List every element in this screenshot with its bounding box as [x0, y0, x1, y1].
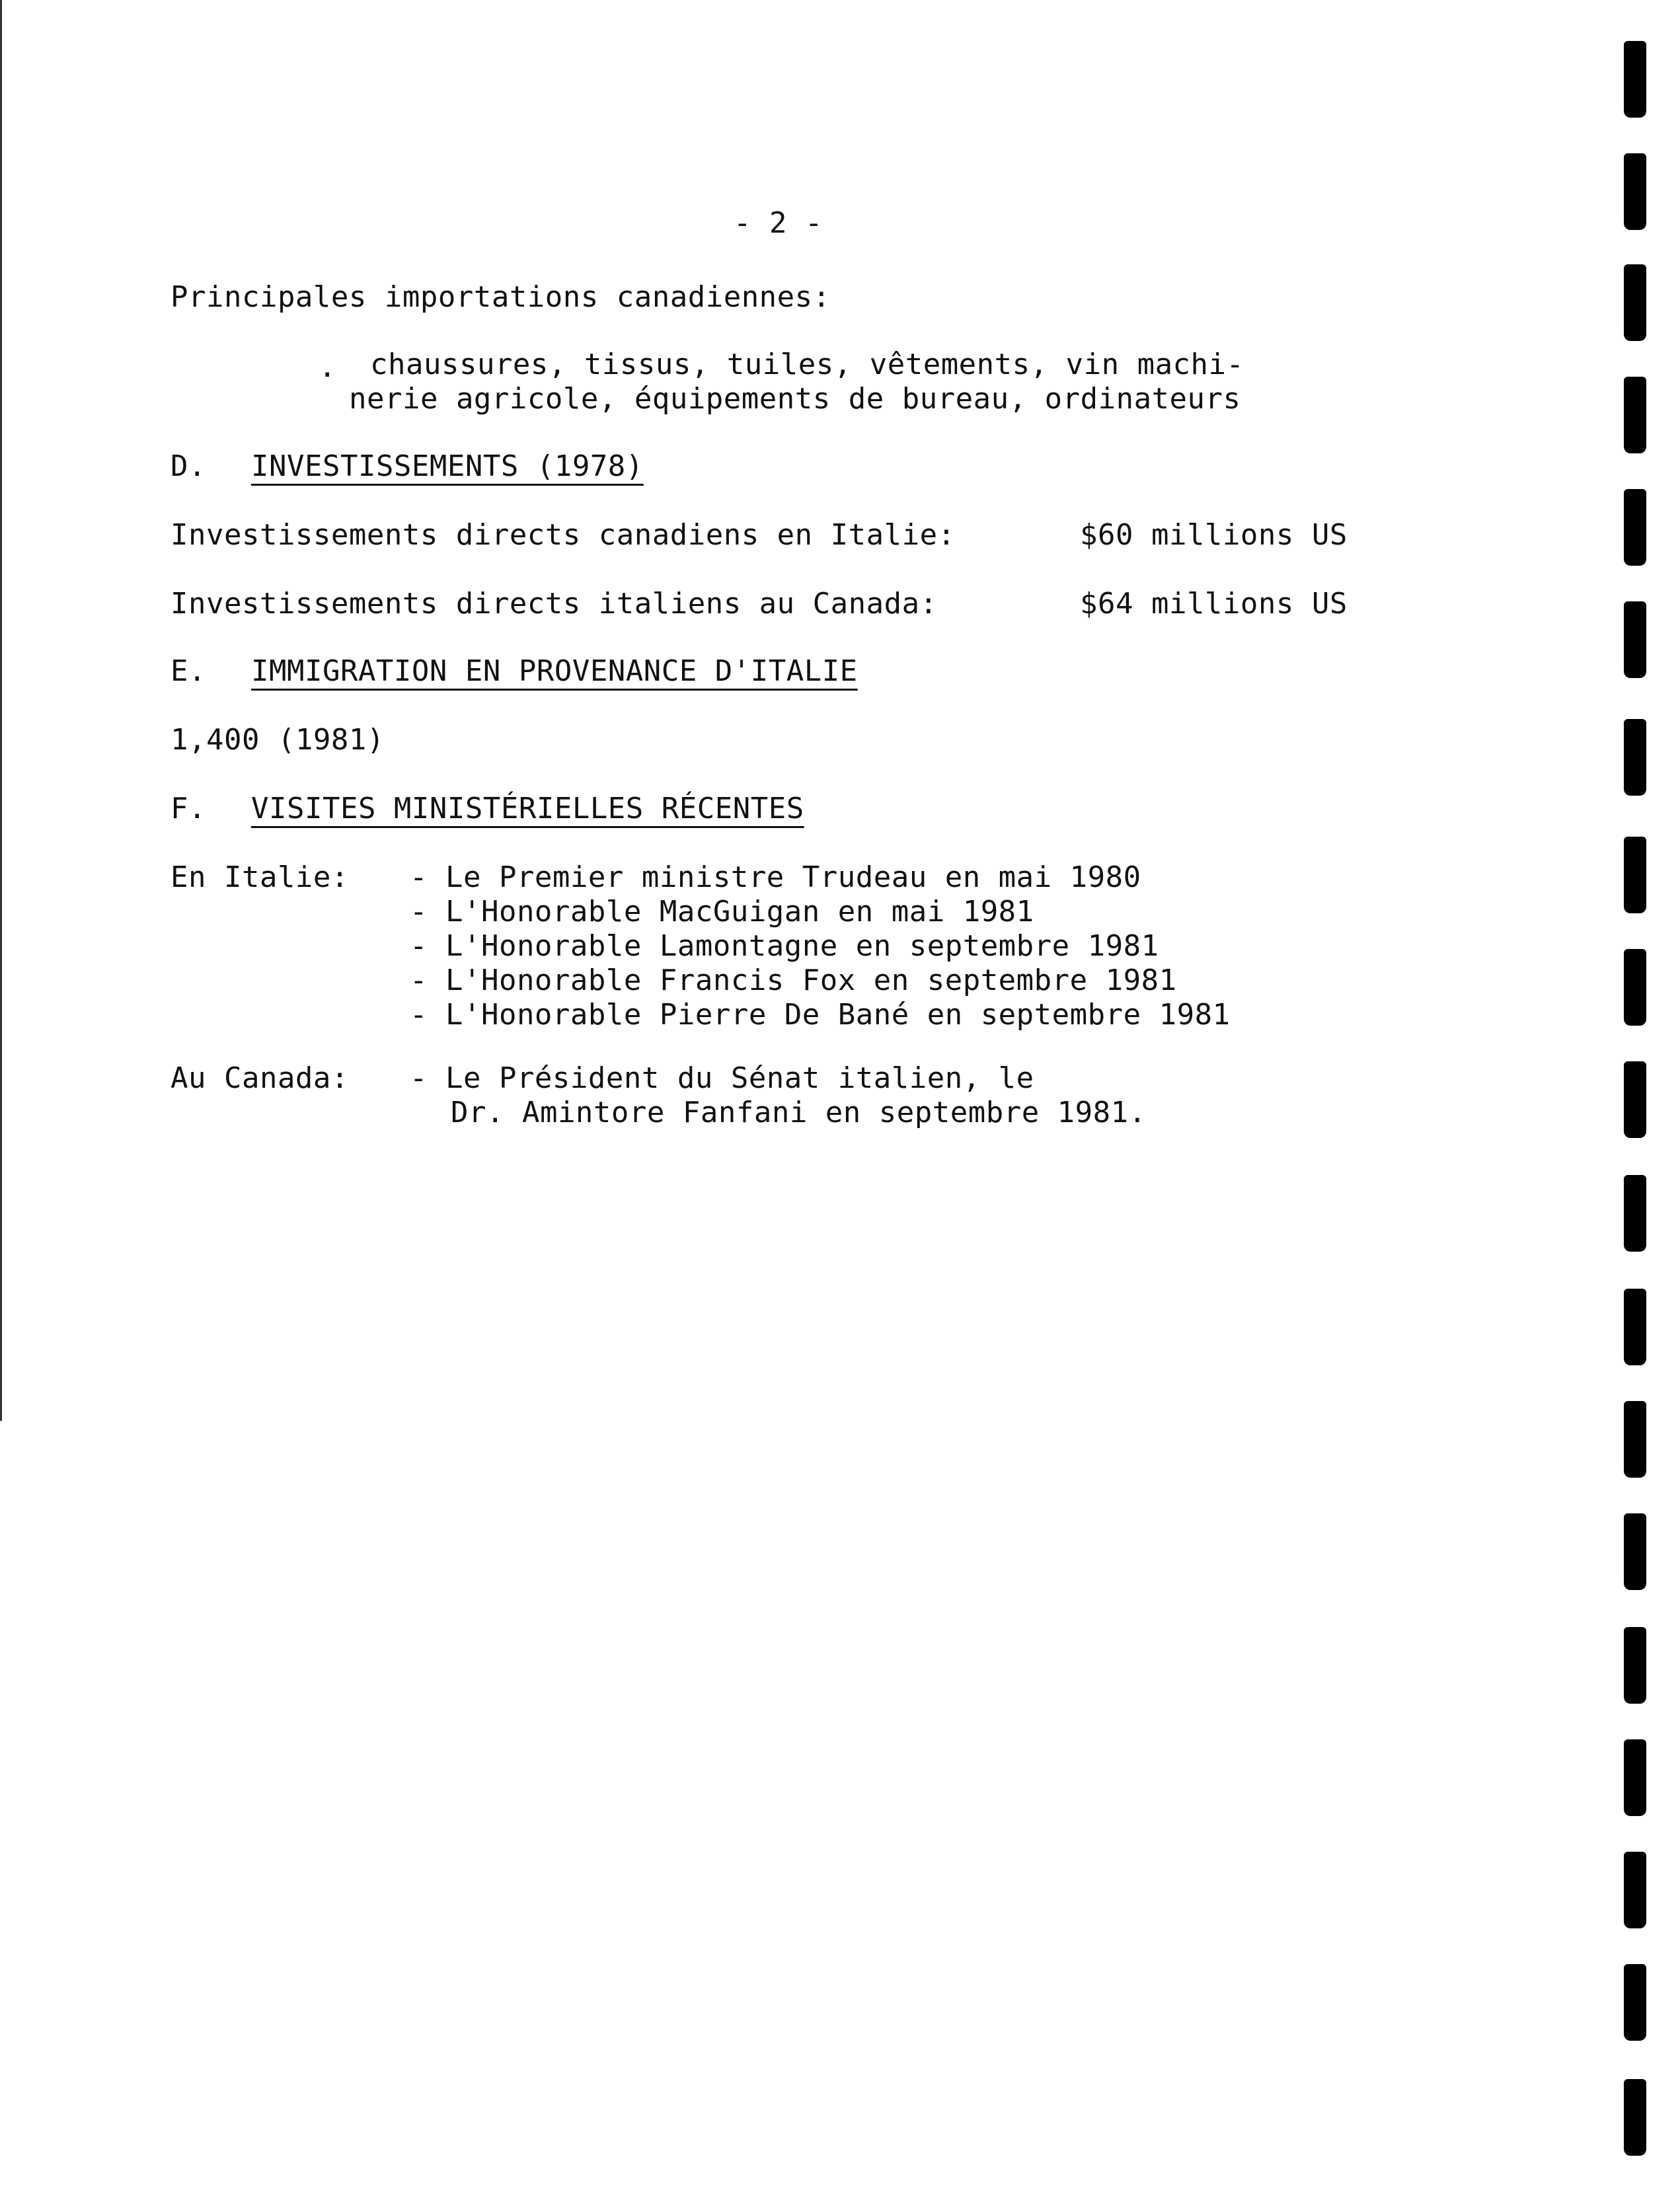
- binding-hole: [1624, 837, 1646, 913]
- canada-visit-line-1: - Le Président du Sénat italien, le: [410, 1061, 1034, 1095]
- section-f-letter: F.: [171, 792, 206, 825]
- binding-hole: [1624, 377, 1646, 453]
- binding-hole: [1624, 41, 1646, 118]
- binding-holes: [1624, 0, 1657, 2200]
- italy-visit-2: - L'Honorable MacGuigan en mai 1981: [410, 895, 1034, 929]
- section-f-title: VISITES MINISTÉRIELLES RÉCENTES: [251, 792, 804, 825]
- binding-hole: [1624, 2079, 1646, 2156]
- investment-row-1-value: $60 millions US: [1080, 518, 1348, 552]
- italy-visit-4: - L'Honorable Francis Fox en septembre 1981: [410, 964, 1177, 997]
- canada-visits-label: Au Canada:: [171, 1061, 349, 1095]
- immigration-value: 1,400 (1981): [171, 723, 385, 757]
- section-d-letter: D.: [171, 449, 206, 483]
- binding-hole: [1624, 1513, 1646, 1590]
- binding-hole: [1624, 601, 1646, 678]
- italy-visits-label: En Italie:: [171, 860, 349, 894]
- binding-hole: [1624, 1627, 1646, 1704]
- binding-hole: [1624, 153, 1646, 230]
- binding-hole: [1624, 1175, 1646, 1252]
- binding-hole: [1624, 1061, 1646, 1138]
- italy-visit-3: - L'Honorable Lamontagne en septembre 1981: [410, 929, 1159, 963]
- binding-hole: [1624, 719, 1646, 796]
- italy-visit-5: - L'Honorable Pierre De Bané en septembre 1981: [410, 998, 1231, 1032]
- canada-visit-line-2: Dr. Amintore Fanfani en septembre 1981.: [451, 1096, 1147, 1129]
- italy-visit-1: - Le Premier ministre Trudeau en mai 1980: [410, 860, 1141, 894]
- page-left-edge: [0, 0, 2, 1421]
- binding-hole: [1624, 1739, 1646, 1816]
- binding-hole: [1624, 264, 1646, 341]
- section-e-title: IMMIGRATION EN PROVENANCE D'ITALIE: [251, 654, 858, 688]
- investment-row-1-label: Investissements directs canadiens en Italie:: [171, 518, 956, 552]
- binding-hole: [1624, 1401, 1646, 1478]
- imports-heading: Principales importations canadiennes:: [171, 280, 831, 314]
- binding-hole: [1624, 489, 1646, 566]
- binding-hole: [1624, 949, 1646, 1026]
- binding-hole: [1624, 1289, 1646, 1365]
- binding-hole: [1624, 1964, 1646, 2041]
- section-d-title: INVESTISSEMENTS (1978): [251, 449, 644, 483]
- investment-row-2-value: $64 millions US: [1080, 587, 1348, 621]
- binding-hole: [1624, 1852, 1646, 1928]
- imports-line-2: nerie agricole, équipements de bureau, ordinateurs: [349, 382, 1241, 416]
- investment-row-2-label: Investissements directs italiens au Canada:: [171, 587, 938, 621]
- imports-line-1: chaussures, tissus, tuiles, vêtements, vin machi-: [370, 348, 1244, 381]
- section-e-letter: E.: [171, 654, 206, 688]
- page-number: - 2 -: [734, 206, 823, 240]
- imports-bullet: .: [319, 350, 336, 384]
